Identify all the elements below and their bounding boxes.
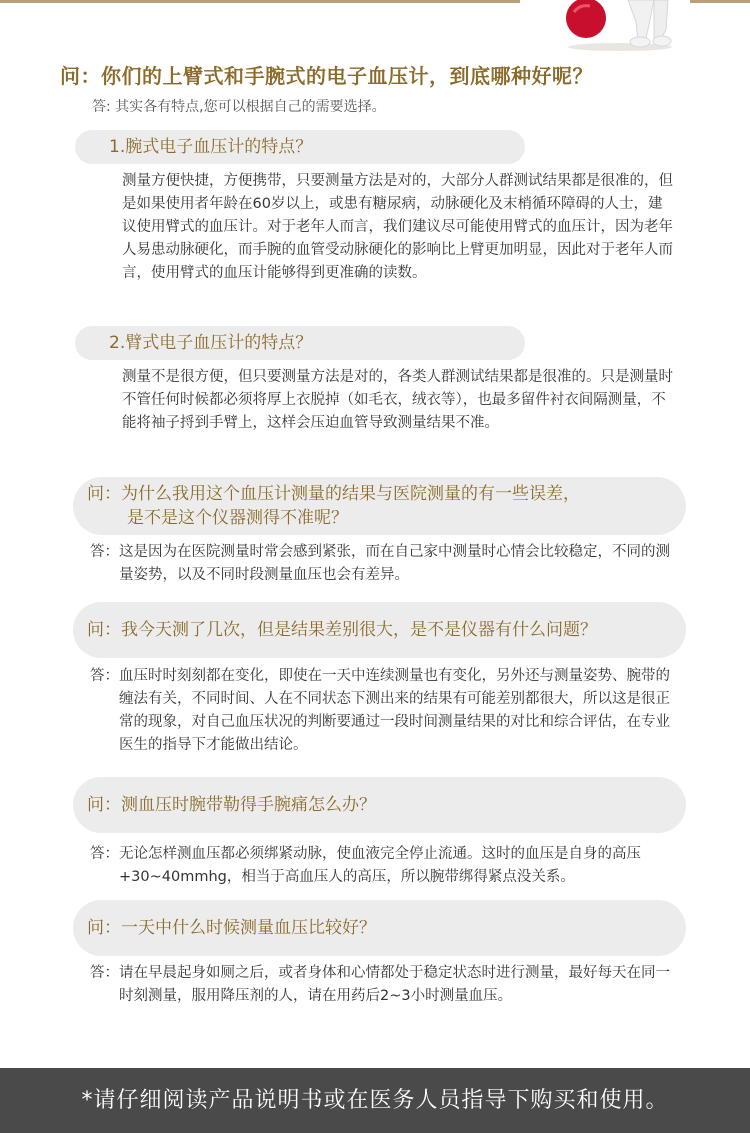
- faq-4-answer: [90, 962, 678, 1008]
- mascot-foot-left: [630, 37, 650, 47]
- faq-2-answer-text: 血压时时刻刻都在变化，即使在一天中连续测量也有变化，另外还与测量姿势、腕带的缠法有关，不同时间、人在不同状态下测出来的结果有可能差别都很大，所以这是很正常的现象，对自己血压状况的判断要通过一段时间测量结果的对比和综合评估，在专业医生的指导下才能做出结论。: [119, 668, 670, 753]
- faq-2-answer: [90, 665, 678, 757]
- faq-1-question-line2: 是不是这个仪器测得不准呢？: [127, 508, 348, 528]
- mascot-leg-right: [654, 0, 668, 40]
- footer-notice-bar: [0, 1068, 750, 1133]
- top-divider-left: [0, 0, 520, 3]
- mascot-body: [628, 0, 654, 40]
- section-2-title: 2.臂式电子血压计的特点？: [75, 326, 525, 360]
- section-2-body: 测量不是很方便，但只要测量方法是对的，各类人群测试结果都是很准的。只是测量时不管任何时候都必须将厚上衣脱掉（如毛衣，绒衣等），也最多留件衬衣间隔测量，不能将袖子捋到手臂上，这样会压迫血管导致测量结果不准。: [122, 369, 673, 431]
- main-question: 问：你们的上臂式和手腕式的电子血压计，到底哪种好呢？: [60, 64, 593, 88]
- faq-1-question-line1: 问：为什么我用这个血压计测量的结果与医院测量的有一些误差，: [87, 484, 580, 504]
- mascot-foot-right: [653, 36, 671, 46]
- faq-4-answer-tag: 答：: [90, 965, 119, 981]
- faq-3-answer: [90, 843, 678, 889]
- faq-1-answer-text: 这是因为在医院测量时常会感到紧张，而在自己家中测量时心情会比较稳定，不同的测量姿势，以及不同时段测量血压也会有差异。: [119, 544, 670, 583]
- faq-4-question: 问：一天中什么时候测量血压比较好？: [73, 900, 686, 956]
- mascot-figure-illustration: [550, 0, 690, 52]
- faq-1-question: [73, 477, 686, 535]
- faq-1-answer: [90, 541, 678, 587]
- main-answer: 答: 其实各有特点,您可以根据自己的需要选择。: [92, 99, 386, 115]
- faq-4-answer-text: 请在早晨起身如厕之后，或者身体和心情都处于稳定状态时进行测量，最好每天在同一时刻测量，服用降压剂的人，请在用药后2~3小时测量血压。: [119, 965, 670, 1004]
- faq-2-answer-tag: 答：: [90, 668, 119, 684]
- faq-2-question: 问：我今天测了几次，但是结果差别很大，是不是仪器有什么问题？: [73, 602, 686, 658]
- section-1-body: 测量方便快捷，方便携带，只要测量方法是对的，大部分人群测试结果都是很准的，但是如果使用者年龄在60岁以上，或患有糖尿病，动脉硬化及末梢循环障碍的人士，建议使用臂式的血压计。对于老年人而言，我们建议尽可能使用臂式的血压计，因为老年人易患动脉硬化，而手腕的血管受动脉硬化的影响比上臂更加明显，因此对于老年人而言，使用臂式的血压计能够得到更准确的读数。: [122, 173, 673, 281]
- faq-3-question: 问：测血压时腕带勒得手腕痛怎么办？: [73, 777, 686, 833]
- faq-1-answer-tag: 答：: [90, 544, 119, 560]
- footer-notice-text: *请仔细阅读产品说明书或在医务人员指导下购买和使用。: [81, 1088, 669, 1113]
- faq-3-answer-tag: 答：: [90, 846, 119, 862]
- faq-3-answer-text: 无论怎样测血压都必须绑紧动脉，使血液完全停止流通。这时的血压是自身的高压+30~40mmhg，相当于高血压人的高压，所以腕带绑得紧点没关系。: [119, 846, 641, 885]
- top-divider-right: [690, 0, 750, 3]
- section-1-title: 1.腕式电子血压计的特点？: [75, 130, 525, 164]
